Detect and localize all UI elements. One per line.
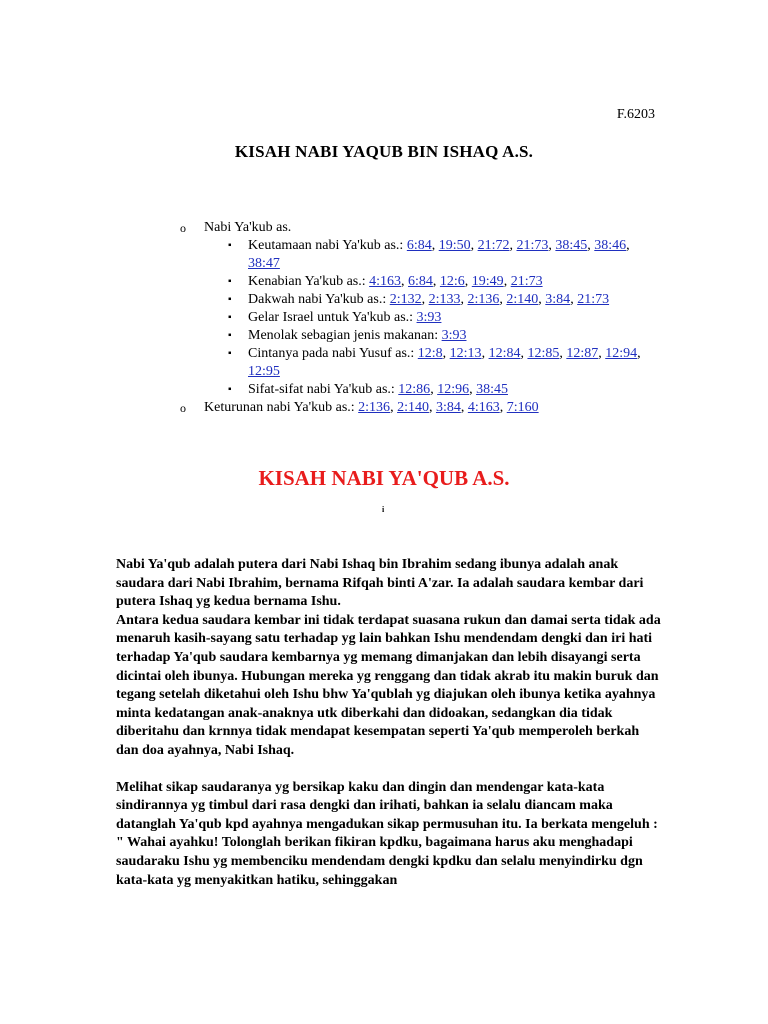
verse-ref-link[interactable]: 38:45 [476,382,508,397]
verse-ref-link[interactable]: 3:93 [416,310,442,325]
document-title: KISAH NABI YAQUB BIN ISHAQ A.S. [234,142,534,161]
verse-ref-link[interactable]: 2:136 [467,292,500,307]
verse-ref-link[interactable]: 12:85 [527,346,560,361]
outline-subitem: ▪ Sifat-sifat nabi Ya'kub as.: 12:86, 12:96, 38:45 [228,382,508,397]
outline-subitem-label: Sifat-sifat nabi Ya'kub as.: [248,382,395,397]
verse-ref-link[interactable]: 12:84 [488,346,521,361]
verse-ref-link[interactable]: 2:132 [389,292,422,307]
paragraph-gap [116,761,664,779]
verse-ref-link[interactable]: 38:45 [555,238,588,253]
outline-subitem [180,327,660,345]
circle-bullet-icon: o [180,221,186,235]
square-bullet-icon: ▪ [228,384,232,395]
verse-ref-link[interactable]: 6:84 [406,238,432,253]
outline-subitem-label: Dakwah nabi Ya'kub as.: [248,292,387,307]
square-bullet-icon: ▪ [228,294,232,305]
verse-ref-link[interactable]: 21:73 [516,238,549,253]
outline-subitem: ▪ Cintanya pada nabi Yusuf as.: 12:8, 12:13, 12:84, 12:85, 12:87, 12:94, 12:95 [228,346,641,379]
outline-subitem-label: Keutamaan nabi Ya'kub as.: [248,238,404,253]
verse-ref-link[interactable]: 2:133 [428,292,461,307]
verse-ref-link[interactable]: 38:46 [594,238,627,253]
outline-item: o Keturunan nabi Ya'kub as.: 2:136, 2:140, 3:84, 4:163, 7:160 [180,400,539,415]
verse-ref-link[interactable]: 4:163 [369,274,402,289]
verse-ref-link[interactable]: 12:86 [398,382,431,397]
verse-ref-link[interactable]: 2:140 [506,292,539,307]
outline-item-label: Keturunan nabi Ya'kub as.: [204,400,355,415]
verse-ref-link[interactable]: 3:93 [441,328,467,343]
footnote-marker: i [382,505,385,514]
document-code: F.6203 [616,107,655,122]
verse-ref-link[interactable]: 6:84 [408,274,433,289]
outline-subitem [180,309,660,327]
square-bullet-icon: ▪ [228,312,232,323]
body-paragraph: Antara kedua saudara kembar ini tidak terdapat suasana rukun dan damai serta tidak ada menaruh kasih-sayang satu terhadap yg lain bahkan Ishu mendendam dengki dan iri hati terhadap Ya'qub saudara kembarnya yg memang dimanjakan dan lebih disayangi serta dicintai oleh ibunya. Hubungan mereka yg renggang dan tidak akrab itu makin buruk dan tegang setelah diketahui oleh Ishu bhw Ya'qublah yg diajukan oleh ibunya ketika ayahnya minta kedatangan anak-anaknya utk diberkahi dan didoakan, sedangkan dia tidak diberitahu dan krnnya tidak mendapat kesempatan seperti Ya'qub memperoleh berkah dan doa ayahnya, Nabi Ishaq. [116,612,661,758]
circle-bullet-icon: o [180,401,186,415]
outline-item-label: Nabi Ya'kub as. [204,220,292,235]
verse-ref-link[interactable]: 21:73 [510,274,543,289]
verse-ref-link[interactable]: 12:87 [566,346,599,361]
verse-ref-link[interactable]: 4:163 [467,400,500,415]
verse-ref-link[interactable]: 12:96 [437,382,470,397]
story-body [116,556,664,890]
square-bullet-icon: ▪ [228,240,232,251]
story-title: KISAH NABI YA'QUB A.S. [258,466,510,490]
verse-ref-link[interactable]: 38:47 [248,256,280,271]
verse-ref-link[interactable]: 19:50 [438,238,471,253]
outline-subitem: ▪ Dakwah nabi Ya'kub as.: 2:132, 2:133, 2:136, 2:140, 3:84, 21:73 [228,292,610,307]
body-paragraph: Melihat sikap saudaranya yg bersikap kaku dan dingin dan mendengar kata-kata sindirannya yg timbul dari rasa dengki dan irihati, bahkan ia selalu diancam maka datanglah Ya'qub kpd ayahnya mengadukan sikap permusuhan itu. Ia berkata mengeluh : " Wahai ayahku! Tolonglah berikan fikiran kpdku, bagaimana harus aku menghadapi saudaraku Ishu yg membenciku mendendam dengki kpdku dan selalu menyindirku dgn kata-kata yg menyakitkan hatiku, sehinggakan [116,779,658,888]
topic-outline [180,219,660,417]
outline-subitem-label: Menolak sebagian jenis makanan: [248,328,439,343]
outline-subitem-label: Gelar Israel untuk Ya'kub as.: [248,310,414,325]
outline-item [180,219,660,237]
verse-ref-link[interactable]: 12:6 [439,274,465,289]
verse-ref-link[interactable]: 19:49 [471,274,504,289]
verse-ref-link[interactable]: 3:84 [435,400,461,415]
verse-ref-link[interactable]: 2:140 [397,400,429,415]
verse-ref-link[interactable]: 12:8 [417,346,443,361]
verse-ref-link[interactable]: 12:94 [605,346,638,361]
verse-ref-link[interactable]: 7:160 [506,400,539,415]
square-bullet-icon: ▪ [228,348,232,359]
verse-ref-link[interactable]: 12:13 [449,346,482,361]
square-bullet-icon: ▪ [228,330,232,341]
outline-subitem-label: Kenabian Ya'kub as.: [248,274,366,289]
verse-ref-link[interactable]: 3:84 [545,292,571,307]
outline-subitem: ▪ Kenabian Ya'kub as.: 4:163, 6:84, 12:6, 19:49, 21:73 [228,274,543,289]
square-bullet-icon: ▪ [228,276,232,287]
verse-ref-link[interactable]: 2:136 [358,400,391,415]
verse-ref-link[interactable]: 21:73 [577,292,610,307]
outline-subitem-label: Cintanya pada nabi Yusuf as.: [248,346,415,361]
verse-ref-link[interactable]: 21:72 [477,238,510,253]
verse-ref-link[interactable]: 12:95 [248,364,280,379]
outline-subitem: ▪ Keutamaan nabi Ya'kub as.: 6:84, 19:50, 21:72, 21:73, 38:45, 38:46, 38:47 [228,238,630,271]
body-paragraph: Nabi Ya'qub adalah putera dari Nabi Ishaq bin Ibrahim sedang ibunya adalah anak saudara dari Nabi Ibrahim, bernama Rifqah binti A'zar. Ia adalah saudara kembar dari putera Ishaq yg kedua bernama Ishu. [116,557,644,610]
